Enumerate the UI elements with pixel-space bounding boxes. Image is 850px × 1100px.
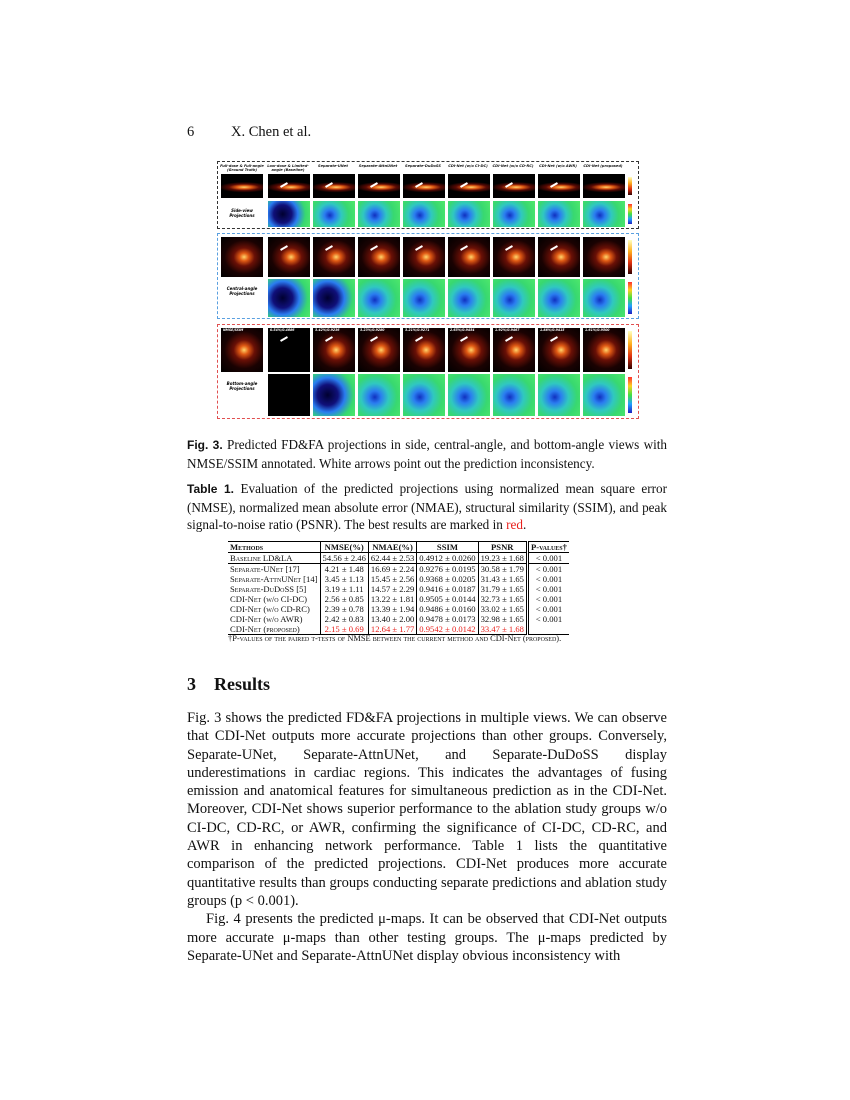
projection-image xyxy=(313,374,355,416)
projection-image xyxy=(448,374,490,416)
table-header-cell: Methods xyxy=(228,542,320,553)
table-row xyxy=(228,574,569,584)
nmse-ssim-value: 1.92%/0.9467 xyxy=(495,328,520,332)
table-cell: CDI-Net (w/o CD-RC) xyxy=(230,604,310,614)
table-cell: 2.56 ± 0.85 xyxy=(320,594,368,604)
table-cell: 15.45 ± 2.56 xyxy=(368,574,416,584)
column-header: CDI-Net (w/o CD-RC) xyxy=(492,164,534,168)
table-header-cell: NMSE(%) xyxy=(320,542,368,553)
table-cell: 31.43 ± 1.65 xyxy=(478,574,527,584)
projection-image xyxy=(448,237,490,277)
section-heading xyxy=(187,674,270,695)
projection-image xyxy=(538,374,580,416)
table-cell: < 0.001 xyxy=(527,553,568,564)
paragraph-1: Fig. 3 shows the predicted FD&FA projections in multiple views. We can observe that CDI-Net outputs more accurate projections than other groups. Conversely, Separate-UNet, Separate-AttnUNet, and Separate-DuDoSS display underestimations in cardiac regions. This indicates the advantages of fusing emission and anatomical features for simultaneous prediction as in the CDI-Net. Moreover, CDI-Net shows superior performance to the ablation study groups w/o CI-DC, CD-RC, or AWR, confirming the significance of CI-DC, CD-RC, and AWR in enhancing network performance. Table 1 lists the quantitative comparison of the predicted projections. CDI-Net produces more accurate quantitative results than groups conducting separate predictions and ablation study groups (p < 0.001). xyxy=(187,710,667,909)
bottom-angle-panel xyxy=(217,324,639,419)
table-row xyxy=(228,624,569,635)
table-cell: 3.19 ± 1.11 xyxy=(320,584,368,594)
table-cell: CDI-Net (w/o CI-DC) xyxy=(230,594,307,604)
table-row xyxy=(228,553,569,564)
column-header: CDI-Net (w/o AWR) xyxy=(539,164,577,168)
colorbar xyxy=(628,331,632,369)
table-caption-end: . xyxy=(522,517,527,532)
projection-image xyxy=(358,279,400,317)
colorbar xyxy=(628,282,632,314)
section-title: Results xyxy=(214,674,271,694)
table-cell: 0.9276 ± 0.0195 xyxy=(417,564,478,575)
table-cell: 2.15 ± 0.69 xyxy=(320,624,368,635)
projection-image xyxy=(448,174,490,198)
table-cell: 13.22 ± 1.81 xyxy=(368,594,416,604)
table-row xyxy=(228,604,569,614)
nmse-ssim-value: NMSE/SSIM xyxy=(223,328,244,332)
table-cell: 31.79 ± 1.65 xyxy=(478,584,527,594)
table-row xyxy=(228,614,569,624)
table-cell: 14.57 ± 2.29 xyxy=(368,584,416,594)
nmse-ssim-value: 3.21%/0.9271 xyxy=(405,328,430,332)
projection-image xyxy=(493,374,535,416)
central-angle-panel xyxy=(217,233,639,319)
projection-image xyxy=(583,174,625,198)
table-cell xyxy=(527,624,568,635)
projection-image xyxy=(268,201,310,227)
projection-image xyxy=(313,279,355,317)
table-cell: CDI-Net (proposed) xyxy=(228,624,320,635)
projection-image xyxy=(448,328,490,372)
projection-image xyxy=(403,237,445,277)
nmse-ssim-value: 1.88%/0.9415 xyxy=(540,328,565,332)
column-header: Full-dose & Full-angle (Ground Truth) xyxy=(220,164,264,172)
projection-image xyxy=(358,328,400,372)
projection-image xyxy=(358,374,400,416)
table-cell: 0.4912 ± 0.0260 xyxy=(417,553,478,564)
table-cell: 0.9505 ± 0.0144 xyxy=(417,594,478,604)
table-cell: 4.21 ± 1.48 xyxy=(320,564,368,575)
table-header-cell: SSIM xyxy=(417,542,478,553)
table-cell: Separate-UNet [17] xyxy=(230,564,300,574)
projection-image xyxy=(313,174,355,198)
projection-image xyxy=(403,374,445,416)
table-cell: 13.40 ± 2.00 xyxy=(368,614,416,624)
row-label: Central-angle Projections xyxy=(226,286,258,296)
projection-image xyxy=(493,174,535,198)
projection-image xyxy=(538,279,580,317)
table-cell: < 0.001 xyxy=(527,584,568,594)
projection-image xyxy=(538,237,580,277)
table-cell: < 0.001 xyxy=(527,574,568,584)
table-row xyxy=(228,594,569,604)
table-cell: 32.98 ± 1.65 xyxy=(478,614,527,624)
projection-image xyxy=(268,374,310,416)
table-caption xyxy=(187,480,667,534)
column-header: Separate-DuDoSS xyxy=(405,164,441,168)
projection-image xyxy=(493,237,535,277)
projection-image xyxy=(221,328,263,372)
projection-image xyxy=(268,328,310,372)
projection-image xyxy=(538,174,580,198)
table-cell: 13.39 ± 1.94 xyxy=(368,604,416,614)
figure-3 xyxy=(217,161,639,419)
colorbar xyxy=(628,204,632,224)
table-cell: Separate-AttnUNet [14] xyxy=(230,574,318,584)
projection-image xyxy=(493,201,535,227)
projection-image xyxy=(538,201,580,227)
side-view-panel xyxy=(217,161,639,229)
table-header-row xyxy=(228,542,569,553)
paragraph-2: Fig. 4 presents the predicted μ-maps. It can be observed that CDI-Net outputs more accurate μ-maps than other testing groups. The μ-maps predicted by Separate-UNet and Separate-AttnUNet display obvious inconsistency with xyxy=(187,911,667,964)
table-cell: 30.58 ± 1.79 xyxy=(478,564,527,575)
projection-image xyxy=(403,279,445,317)
column-header: Separate-UNet xyxy=(318,164,348,168)
projection-image xyxy=(583,328,625,372)
projection-image xyxy=(583,201,625,227)
column-header: Low-dose & Limited-angle (Baseline) xyxy=(267,164,309,172)
table-cell: 0.9542 ± 0.0142 xyxy=(417,624,478,635)
table-cell: < 0.001 xyxy=(527,604,568,614)
table-cell: < 0.001 xyxy=(527,564,568,575)
column-header: Separate-AttnUNet xyxy=(358,164,398,168)
table-cell: 33.02 ± 1.65 xyxy=(478,604,527,614)
projection-image xyxy=(538,328,580,372)
column-header: CDI-Net (w/o CI-DC) xyxy=(448,164,488,168)
page-number: 6 xyxy=(187,124,195,140)
projection-image xyxy=(358,201,400,227)
projection-image xyxy=(493,279,535,317)
running-authors: X. Chen et al. xyxy=(231,124,312,140)
figure-caption xyxy=(187,436,667,472)
section-number: 3 xyxy=(187,674,196,694)
projection-image xyxy=(358,174,400,198)
table-cell: 12.64 ± 1.77 xyxy=(368,624,416,635)
table-cell: 0.9416 ± 0.0187 xyxy=(417,584,478,594)
projection-image xyxy=(493,328,535,372)
projection-image xyxy=(268,279,310,317)
projection-image xyxy=(313,328,355,372)
projection-image xyxy=(313,201,355,227)
table-cell: 32.73 ± 1.65 xyxy=(478,594,527,604)
table-footnote: †P-values of the paired t-tests of NMSE between the current method and CDI-Net (proposed). xyxy=(228,634,562,643)
colorbar xyxy=(628,177,632,195)
colorbar xyxy=(628,240,632,274)
projection-image xyxy=(448,201,490,227)
nmse-ssim-value: 2.65%/0.9454 xyxy=(450,328,475,332)
nmse-ssim-value: 0.54%/0.4686 xyxy=(270,328,295,332)
results-table xyxy=(228,541,569,635)
projection-image xyxy=(583,374,625,416)
projection-image xyxy=(358,237,400,277)
table-cell: 3.45 ± 1.13 xyxy=(320,574,368,584)
nmse-ssim-value: 3.42%/0.9236 xyxy=(315,328,340,332)
projection-image xyxy=(448,279,490,317)
nmse-ssim-value: 3.23%/0.9280 xyxy=(360,328,385,332)
figure-caption-text: Predicted FD&FA projections in side, central-angle, and bottom-angle views with NMSE/SSIM annotated. White arrows point out the prediction inconsistency. xyxy=(187,437,668,471)
table-cell: 16.69 ± 2.24 xyxy=(368,564,416,575)
table-caption-red-word: red xyxy=(506,517,523,532)
table-cell: 33.47 ± 1.68 xyxy=(478,624,527,635)
projection-image xyxy=(583,237,625,277)
projection-image xyxy=(268,174,310,198)
projection-image xyxy=(583,279,625,317)
table-cell: 19.23 ± 1.68 xyxy=(478,553,527,564)
projection-image xyxy=(403,201,445,227)
figure-caption-label: Fig. 3. xyxy=(187,438,223,452)
body-text xyxy=(187,709,667,965)
projection-image xyxy=(403,174,445,198)
table-header-cell: P-values† xyxy=(527,542,568,553)
running-header xyxy=(187,124,311,141)
table-cell: < 0.001 xyxy=(527,614,568,624)
table-cell: 0.9486 ± 0.0160 xyxy=(417,604,478,614)
table-cell: CDI-Net (w/o AWR) xyxy=(230,614,303,624)
projection-image xyxy=(221,174,263,198)
table-caption-text: Evaluation of the predicted projections using normalized mean square error (NMSE), normalized mean absolute error (NMAE), structural similarity (SSIM), and peak signal-to-noise ratio (PSNR). The best results are marked in xyxy=(187,481,668,532)
table-cell: 2.42 ± 0.83 xyxy=(320,614,368,624)
table-cell: Baseline LD&LA xyxy=(228,553,320,564)
table-cell: 62.44 ± 2.53 xyxy=(368,553,416,564)
table-row xyxy=(228,584,569,594)
table-cell: 2.39 ± 0.78 xyxy=(320,604,368,614)
table-cell: 0.9478 ± 0.0173 xyxy=(417,614,478,624)
table-header-cell: PSNR xyxy=(478,542,527,553)
row-label: Bottom-angle Projections xyxy=(226,381,258,391)
column-header: CDI-Net (proposed) xyxy=(583,164,623,168)
table-cell: 54.56 ± 2.46 xyxy=(320,553,368,564)
colorbar xyxy=(628,377,632,413)
table-caption-label: Table 1. xyxy=(187,482,234,496)
projection-image xyxy=(268,237,310,277)
projection-image xyxy=(313,237,355,277)
table-cell: 0.9368 ± 0.0205 xyxy=(417,574,478,584)
table-cell: Separate-DuDoSS [5] xyxy=(230,584,307,594)
table-cell: < 0.001 xyxy=(527,594,568,604)
projection-image xyxy=(221,237,263,277)
nmse-ssim-value: 1.61%/0.9500 xyxy=(585,328,610,332)
row-label: Side-view Projections xyxy=(229,208,255,218)
table-row xyxy=(228,564,569,575)
table-header-cell: NMAE(%) xyxy=(368,542,416,553)
projection-image xyxy=(403,328,445,372)
